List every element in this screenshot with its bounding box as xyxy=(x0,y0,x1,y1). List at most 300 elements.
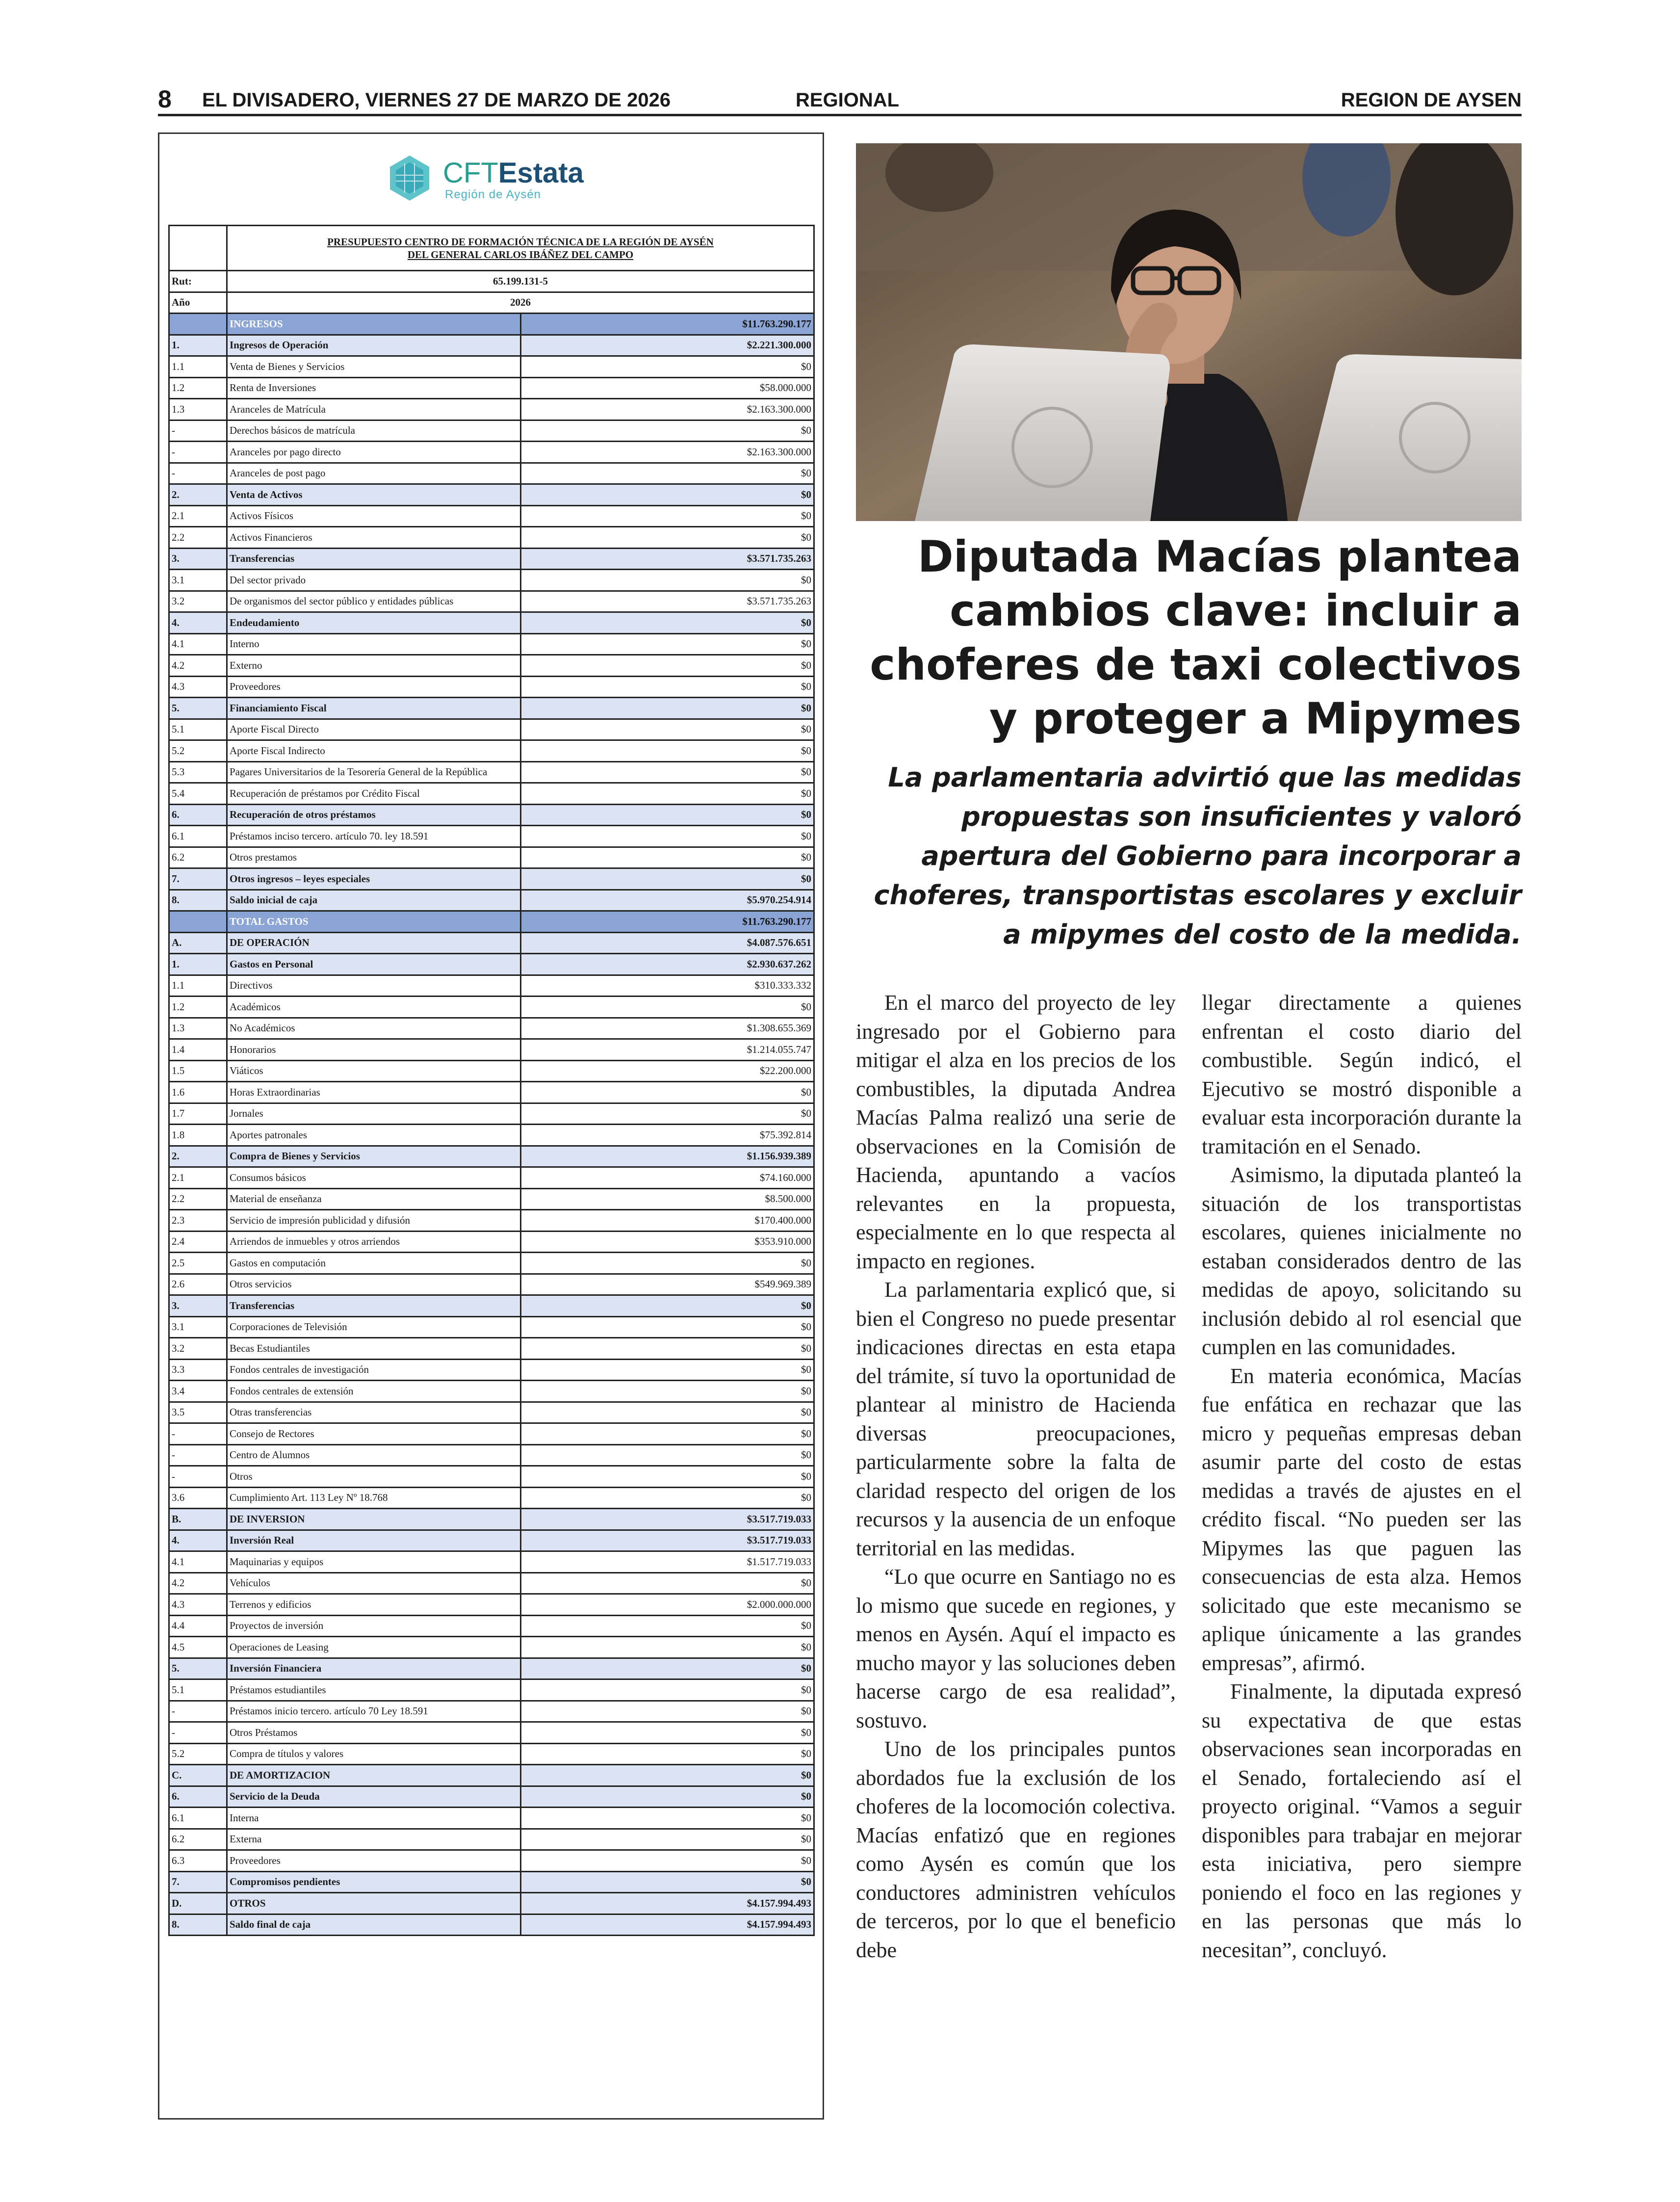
budget-code: 6.2 xyxy=(169,847,227,868)
budget-row xyxy=(169,1125,814,1146)
budget-amount: $0 xyxy=(520,1658,814,1679)
budget-row xyxy=(169,783,814,805)
budget-title: PRESUPUESTO CENTRO DE FORMACIÓN TÉCNICA DE LA REGIÓN DE AYSÉN DEL GENERAL CARLOS IBÁÑEZ DEL CAMPO xyxy=(227,226,814,271)
budget-description: Proveedores xyxy=(227,676,521,698)
budget-description: INGRESOS xyxy=(227,314,521,335)
budget-row xyxy=(169,1082,814,1103)
budget-row xyxy=(169,1530,814,1551)
budget-code: B. xyxy=(169,1509,227,1530)
budget-row xyxy=(169,868,814,890)
budget-row xyxy=(169,356,814,378)
budget-row xyxy=(169,1402,814,1423)
budget-description: Centro de Alumnos xyxy=(227,1444,521,1466)
budget-row xyxy=(169,1444,814,1466)
budget-description: Consejo de Rectores xyxy=(227,1423,521,1445)
budget-row xyxy=(169,505,814,527)
budget-amount: $0 xyxy=(520,1722,814,1744)
budget-description: Cumplimiento Art. 113 Ley Nº 18.768 xyxy=(227,1487,521,1509)
photo-image xyxy=(856,143,1522,521)
budget-description: Aporte Fiscal Indirecto xyxy=(227,740,521,762)
budget-row xyxy=(169,314,814,335)
budget-amount: $0 xyxy=(520,1850,814,1872)
budget-row xyxy=(169,1701,814,1722)
budget-amount: $0 xyxy=(520,1808,814,1829)
budget-row xyxy=(169,463,814,484)
paragraph: En materia económica, Macías fue enfática en rechazar que las micro y pequeñas empresas deban asumir parte del costo de estas medidas a través de ajustes en el crédito fiscal. “No pueden ser las Mipymes las que paguen las consecuencias de esta alza. Hemos solicitado que este mecanismo se aplique únicamente a las grandes empresas”, afirmó. xyxy=(1202,1363,1522,1675)
budget-row xyxy=(169,1167,814,1189)
budget-code: 7. xyxy=(169,1871,227,1893)
budget-description: Activos Financieros xyxy=(227,527,521,549)
budget-description: Pagares Universitarios de la Tesorería General de la República xyxy=(227,761,521,783)
budget-code: 4.1 xyxy=(169,633,227,655)
budget-row xyxy=(169,1551,814,1573)
year-label: Año xyxy=(169,292,227,314)
budget-row xyxy=(169,1914,814,1936)
budget-amount: $0 xyxy=(520,463,814,484)
budget-row xyxy=(169,442,814,463)
budget-row xyxy=(169,1466,814,1488)
paragraph: Uno de los principales puntos abordados fue la exclusión de los choferes de la locomoción colectiva. Macías enfatizó que en regiones como Aysén es común que los conductores administren vehículos de terceros, por lo que el beneficio debe xyxy=(856,1737,1176,1962)
budget-code: 2. xyxy=(169,1146,227,1167)
budget-amount: $0 xyxy=(520,804,814,826)
budget-description: Académicos xyxy=(227,996,521,1018)
budget-description: Aporte Fiscal Directo xyxy=(227,719,521,740)
budget-description: Compra de Bienes y Servicios xyxy=(227,1146,521,1167)
budget-description: Préstamos estudiantiles xyxy=(227,1679,521,1701)
budget-code: 5.2 xyxy=(169,1743,227,1765)
budget-row xyxy=(169,1808,814,1829)
budget-row xyxy=(169,1295,814,1317)
budget-description: Otros servicios xyxy=(227,1274,521,1295)
budget-description: Fondos centrales de extensión xyxy=(227,1381,521,1402)
budget-code: 6.1 xyxy=(169,826,227,847)
budget-code: 8. xyxy=(169,890,227,911)
budget-description: Aranceles de Matrícula xyxy=(227,399,521,420)
budget-row xyxy=(169,954,814,975)
budget-code: 2.3 xyxy=(169,1210,227,1232)
budget-description: DE OPERACIÓN xyxy=(227,932,521,954)
budget-description: Corporaciones de Televisión xyxy=(227,1316,521,1338)
budget-description: Directivos xyxy=(227,975,521,996)
budget-amount: $2.000.000.000 xyxy=(520,1594,814,1616)
budget-code: 4.2 xyxy=(169,1573,227,1594)
budget-amount: $0 xyxy=(520,1316,814,1338)
paragraph-continued: llegar directamente a quienes enfrentan el costo diario del combustible. Según indicó, el Ejecutivo se mostró disponible a evaluar esta incorporación durante la tramitación en el Senado. xyxy=(1202,991,1522,1158)
budget-description: Externa xyxy=(227,1829,521,1850)
budget-code: 5.3 xyxy=(169,761,227,783)
budget-amount: $3.571.735.263 xyxy=(520,591,814,612)
budget-amount: $1.308.655.369 xyxy=(520,1018,814,1039)
budget-amount: $0 xyxy=(520,1743,814,1765)
budget-row xyxy=(169,996,814,1018)
budget-description: Ingresos de Operación xyxy=(227,335,521,356)
budget-row xyxy=(169,1231,814,1253)
budget-amount: $0 xyxy=(520,1253,814,1274)
rut-value: 65.199.131-5 xyxy=(227,271,814,292)
budget-code: 4.3 xyxy=(169,1594,227,1616)
year-row xyxy=(169,292,814,314)
budget-row xyxy=(169,655,814,677)
budget-row xyxy=(169,911,814,933)
budget-code: 5. xyxy=(169,698,227,719)
budget-row xyxy=(169,1146,814,1167)
budget-row xyxy=(169,1829,814,1850)
budget-advertisement xyxy=(158,132,824,2120)
budget-amount: $0 xyxy=(520,527,814,549)
budget-description: Compra de títulos y valores xyxy=(227,1743,521,1765)
budget-amount: $4.157.994.493 xyxy=(520,1914,814,1936)
logo-wordmark: CFTEstata xyxy=(443,157,584,189)
budget-row xyxy=(169,847,814,868)
budget-amount: $0 xyxy=(520,698,814,719)
budget-row xyxy=(169,1615,814,1637)
budget-code: 1.1 xyxy=(169,356,227,378)
budget-amount: $0 xyxy=(520,1381,814,1402)
budget-description: Proveedores xyxy=(227,1850,521,1872)
budget-row xyxy=(169,612,814,634)
budget-row xyxy=(169,1274,814,1295)
budget-code: 3. xyxy=(169,548,227,570)
budget-code: 1. xyxy=(169,954,227,975)
budget-code: - xyxy=(169,1444,227,1466)
budget-amount: $1.156.939.389 xyxy=(520,1146,814,1167)
budget-amount: $0 xyxy=(520,783,814,805)
budget-code: 6.2 xyxy=(169,1829,227,1850)
budget-description: Otros prestamos xyxy=(227,847,521,868)
budget-row xyxy=(169,698,814,719)
budget-amount: $1.214.055.747 xyxy=(520,1039,814,1061)
budget-row xyxy=(169,676,814,698)
budget-code: 2.2 xyxy=(169,527,227,549)
budget-row xyxy=(169,420,814,442)
budget-row xyxy=(169,1381,814,1402)
budget-row xyxy=(169,1786,814,1808)
budget-amount: $0 xyxy=(520,1765,814,1786)
budget-description: Otras transferencias xyxy=(227,1402,521,1423)
budget-row xyxy=(169,335,814,356)
budget-description: Préstamos inciso tercero. artículo 70. ley 18.591 xyxy=(227,826,521,847)
region-label: REGION DE AYSEN xyxy=(1341,89,1522,111)
budget-description: DE AMORTIZACION xyxy=(227,1765,521,1786)
budget-description: Honorarios xyxy=(227,1039,521,1061)
rut-label: Rut: xyxy=(169,271,227,292)
budget-row xyxy=(169,1338,814,1360)
budget-description: Inversión Financiera xyxy=(227,1658,521,1679)
budget-description: Endeudamiento xyxy=(227,612,521,634)
budget-code: 1.6 xyxy=(169,1082,227,1103)
budget-description: Renta de Inversiones xyxy=(227,377,521,399)
budget-row xyxy=(169,633,814,655)
budget-description: Gastos en Personal xyxy=(227,954,521,975)
budget-description: Derechos básicos de matrícula xyxy=(227,420,521,442)
page-number: 8 xyxy=(158,85,172,113)
budget-code: 8. xyxy=(169,1914,227,1936)
budget-code: 4.1 xyxy=(169,1551,227,1573)
budget-amount: $0 xyxy=(520,1615,814,1637)
budget-amount: $0 xyxy=(520,868,814,890)
budget-description: Interna xyxy=(227,1808,521,1829)
budget-code: 1.3 xyxy=(169,399,227,420)
budget-amount: $0 xyxy=(520,1082,814,1103)
budget-amount: $74.160.000 xyxy=(520,1167,814,1189)
budget-code: 4.4 xyxy=(169,1615,227,1637)
budget-amount: $0 xyxy=(520,1402,814,1423)
budget-amount: $58.000.000 xyxy=(520,377,814,399)
budget-description: Servicio de la Deuda xyxy=(227,1786,521,1808)
article-subheadline: La parlamentaria advirtió que las medidas propuestas son insuficientes y valoró apertura del Gobierno para incorporar a choferes, transportistas escolares y excluir a mipymes del costo de la medida. xyxy=(874,762,1522,950)
budget-description: Terrenos y edificios xyxy=(227,1594,521,1616)
budget-amount: $4.157.994.493 xyxy=(520,1893,814,1914)
budget-code xyxy=(169,314,227,335)
budget-row xyxy=(169,1850,814,1872)
budget-amount: $353.910.000 xyxy=(520,1231,814,1253)
budget-amount: $3.517.719.033 xyxy=(520,1530,814,1551)
budget-code: 4. xyxy=(169,612,227,634)
budget-amount: $3.517.719.033 xyxy=(520,1509,814,1530)
budget-row xyxy=(169,1679,814,1701)
budget-amount: $0 xyxy=(520,633,814,655)
budget-description: Activos Físicos xyxy=(227,505,521,527)
budget-description: Venta de Bienes y Servicios xyxy=(227,356,521,378)
budget-row xyxy=(169,1573,814,1594)
budget-code: - xyxy=(169,420,227,442)
budget-code: 3.2 xyxy=(169,591,227,612)
budget-code: 1.2 xyxy=(169,377,227,399)
budget-description: OTROS xyxy=(227,1893,521,1914)
budget-description: Externo xyxy=(227,655,521,677)
budget-amount: $0 xyxy=(520,655,814,677)
logo-mark-icon xyxy=(385,154,434,203)
budget-row xyxy=(169,1487,814,1509)
budget-description: Gastos en computación xyxy=(227,1253,521,1274)
budget-code: A. xyxy=(169,932,227,954)
paragraph: Finalmente, la diputada expresó su expectativa de que estas observaciones sean incorporadas en el Senado, fortaleciendo así el proyecto original. “Vamos a seguir disponibles para trabajar en mejorar esta iniciativa, pero siempre poniendo el foco en las regiones y en las personas que más lo necesitan”, concluyó. xyxy=(1202,1679,1522,1962)
publication-line: EL DIVISADERO, VIERNES 27 DE MARZO DE 2026 xyxy=(202,89,671,111)
budget-code: 6.1 xyxy=(169,1808,227,1829)
budget-amount: $8.500.000 xyxy=(520,1188,814,1210)
budget-description: Saldo inicial de caja xyxy=(227,890,521,911)
paragraph: Asimismo, la diputada planteó la situación de los transportistas escolares, quienes inicialmente no estaban considerados dentro de las medidas de apoyo, solicitando su inclusión debido al rol esencial que cumplen en las comunidades. xyxy=(1202,1163,1522,1359)
budget-description: Fondos centrales de investigación xyxy=(227,1359,521,1381)
budget-code: 3.5 xyxy=(169,1402,227,1423)
budget-amount: $0 xyxy=(520,1103,814,1125)
budget-code: 5.1 xyxy=(169,719,227,740)
budget-amount: $0 xyxy=(520,420,814,442)
budget-amount: $11.763.290.177 xyxy=(520,911,814,933)
budget-amount: $549.969.389 xyxy=(520,1274,814,1295)
section-label: REGIONAL xyxy=(796,89,900,111)
budget-code: 6. xyxy=(169,804,227,826)
budget-amount: $0 xyxy=(520,1466,814,1488)
budget-code: 5. xyxy=(169,1658,227,1679)
budget-code: 2. xyxy=(169,484,227,506)
article-column-2 xyxy=(1202,989,1522,1965)
budget-code: 2.1 xyxy=(169,505,227,527)
budget-code: 1.1 xyxy=(169,975,227,996)
budget-description: Aranceles por pago directo xyxy=(227,442,521,463)
budget-code: C. xyxy=(169,1765,227,1786)
year-value: 2026 xyxy=(227,292,814,314)
budget-code: 2.5 xyxy=(169,1253,227,1274)
budget-code: 4. xyxy=(169,1530,227,1551)
budget-amount: $0 xyxy=(520,676,814,698)
budget-code: - xyxy=(169,442,227,463)
budget-code: - xyxy=(169,1701,227,1722)
article-photo xyxy=(856,143,1522,521)
budget-row xyxy=(169,1423,814,1445)
budget-row xyxy=(169,1871,814,1893)
budget-description: Servicio de impresión publicidad y difusión xyxy=(227,1210,521,1232)
budget-amount: $2.930.637.262 xyxy=(520,954,814,975)
budget-amount: $2.163.300.000 xyxy=(520,399,814,420)
budget-row xyxy=(169,932,814,954)
rut-row xyxy=(169,271,814,292)
budget-amount: $0 xyxy=(520,1487,814,1509)
budget-amount: $0 xyxy=(520,505,814,527)
budget-row xyxy=(169,484,814,506)
budget-amount: $170.400.000 xyxy=(520,1210,814,1232)
cft-logo xyxy=(385,154,611,208)
budget-row xyxy=(169,1253,814,1274)
budget-description: Otros Préstamos xyxy=(227,1722,521,1744)
budget-amount: $0 xyxy=(520,612,814,634)
budget-amount: $0 xyxy=(520,826,814,847)
budget-amount: $5.970.254.914 xyxy=(520,890,814,911)
budget-amount: $2.221.300.000 xyxy=(520,335,814,356)
budget-description: Venta de Activos xyxy=(227,484,521,506)
budget-description: TOTAL GASTOS xyxy=(227,911,521,933)
budget-row xyxy=(169,1743,814,1765)
budget-code: 2.1 xyxy=(169,1167,227,1189)
budget-code: 2.6 xyxy=(169,1274,227,1295)
article-column-1 xyxy=(856,989,1176,1965)
budget-row xyxy=(169,1018,814,1039)
budget-description: Maquinarias y equipos xyxy=(227,1551,521,1573)
budget-amount: $0 xyxy=(520,1637,814,1658)
budget-amount: $0 xyxy=(520,1679,814,1701)
budget-code: 3.4 xyxy=(169,1381,227,1402)
budget-row xyxy=(169,527,814,549)
budget-amount: $0 xyxy=(520,847,814,868)
budget-description: Transferencias xyxy=(227,548,521,570)
budget-row xyxy=(169,1658,814,1679)
budget-row xyxy=(169,1893,814,1914)
budget-row xyxy=(169,548,814,570)
budget-code: 1.4 xyxy=(169,1039,227,1061)
budget-amount: $0 xyxy=(520,1423,814,1445)
paragraph: En el marco del proyecto de ley ingresado por el Gobierno para mitigar el alza en los precios de los combustibles, la diputada Andrea Macías Palma realizó una serie de observaciones en la Comisión de Hacienda, apuntando a vacíos relevantes en la propuesta, especialmente en lo que respecta al impacto en regiones. xyxy=(856,991,1176,1273)
budget-row xyxy=(169,1316,814,1338)
budget-title-row xyxy=(169,226,814,271)
budget-amount: $310.333.332 xyxy=(520,975,814,996)
budget-amount: $0 xyxy=(520,356,814,378)
budget-code: 1.3 xyxy=(169,1018,227,1039)
budget-code: 1. xyxy=(169,335,227,356)
budget-description: Otros ingresos – leyes especiales xyxy=(227,868,521,890)
budget-amount: $0 xyxy=(520,1701,814,1722)
budget-code: 7. xyxy=(169,868,227,890)
budget-code: - xyxy=(169,1423,227,1445)
budget-description: Consumos básicos xyxy=(227,1167,521,1189)
budget-amount: $0 xyxy=(520,1573,814,1594)
budget-code: 4.2 xyxy=(169,655,227,677)
budget-row xyxy=(169,890,814,911)
budget-row xyxy=(169,1722,814,1744)
page-header xyxy=(158,84,1522,116)
budget-row xyxy=(169,1039,814,1061)
budget-code: 2.2 xyxy=(169,1188,227,1210)
budget-amount: $0 xyxy=(520,1871,814,1893)
budget-amount: $2.163.300.000 xyxy=(520,442,814,463)
budget-description: Becas Estudiantiles xyxy=(227,1338,521,1360)
budget-code: 3.3 xyxy=(169,1359,227,1381)
budget-row xyxy=(169,591,814,612)
budget-code: 3. xyxy=(169,1295,227,1317)
budget-row xyxy=(169,399,814,420)
budget-code: 6. xyxy=(169,1786,227,1808)
budget-code: 1.8 xyxy=(169,1125,227,1146)
budget-amount: $75.392.814 xyxy=(520,1125,814,1146)
budget-row xyxy=(169,1060,814,1082)
budget-amount: $0 xyxy=(520,761,814,783)
budget-amount: $0 xyxy=(520,996,814,1018)
budget-description: Operaciones de Leasing xyxy=(227,1637,521,1658)
budget-description: Proyectos de inversión xyxy=(227,1615,521,1637)
budget-code: - xyxy=(169,1466,227,1488)
budget-amount: $0 xyxy=(520,1829,814,1850)
budget-amount: $1.517.719.033 xyxy=(520,1551,814,1573)
budget-description: Transferencias xyxy=(227,1295,521,1317)
budget-row xyxy=(169,975,814,996)
budget-row xyxy=(169,1210,814,1232)
article-headline: Diputada Macías plantea cambios clave: incluir a choferes de taxi colectivos y proteger a Mipymes xyxy=(870,531,1522,744)
budget-description: No Académicos xyxy=(227,1018,521,1039)
budget-row xyxy=(169,1637,814,1658)
budget-amount: $3.571.735.263 xyxy=(520,548,814,570)
budget-row xyxy=(169,1188,814,1210)
budget-row xyxy=(169,826,814,847)
budget-description: Horas Extraordinarias xyxy=(227,1082,521,1103)
budget-code: - xyxy=(169,1722,227,1744)
budget-amount: $11.763.290.177 xyxy=(520,314,814,335)
budget-code: 2.4 xyxy=(169,1231,227,1253)
budget-description: Vehículos xyxy=(227,1573,521,1594)
budget-row xyxy=(169,761,814,783)
budget-row xyxy=(169,740,814,762)
budget-code xyxy=(169,911,227,933)
budget-description: Financiamiento Fiscal xyxy=(227,698,521,719)
budget-row xyxy=(169,719,814,740)
budget-amount: $22.200.000 xyxy=(520,1060,814,1082)
budget-row xyxy=(169,1509,814,1530)
paragraph: La parlamentaria explicó que, si bien el Congreso no puede presentar indicaciones directas en esta etapa del trámite, sí tuvo la oportunidad de plantear al ministro de Hacienda diversas preocupaciones, particularmente sobre la falta de claridad respecto del origen de los recursos y la ausencia de un enfoque territorial en las medidas. xyxy=(856,1278,1176,1560)
paragraph: “Lo que ocurre en Santiago no es lo mismo que sucede en regiones, y menos en Aysén. Aquí el impacto es mucho mayor y las soluciones deben hacerse cargo de esa realidad”, sostuvo. xyxy=(856,1565,1176,1732)
budget-description: Saldo final de caja xyxy=(227,1914,521,1936)
budget-amount: $0 xyxy=(520,1444,814,1466)
budget-code: D. xyxy=(169,1893,227,1914)
budget-amount: $0 xyxy=(520,1786,814,1808)
budget-table xyxy=(168,225,815,1936)
budget-code: 4.5 xyxy=(169,1637,227,1658)
budget-description: Interno xyxy=(227,633,521,655)
budget-description: Viáticos xyxy=(227,1060,521,1082)
budget-description: Aportes patronales xyxy=(227,1125,521,1146)
budget-description: Arriendos de inmuebles y otros arriendos xyxy=(227,1231,521,1253)
budget-amount: $0 xyxy=(520,570,814,591)
budget-description: De organismos del sector público y entidades públicas xyxy=(227,591,521,612)
budget-code: 5.2 xyxy=(169,740,227,762)
budget-code: - xyxy=(169,463,227,484)
